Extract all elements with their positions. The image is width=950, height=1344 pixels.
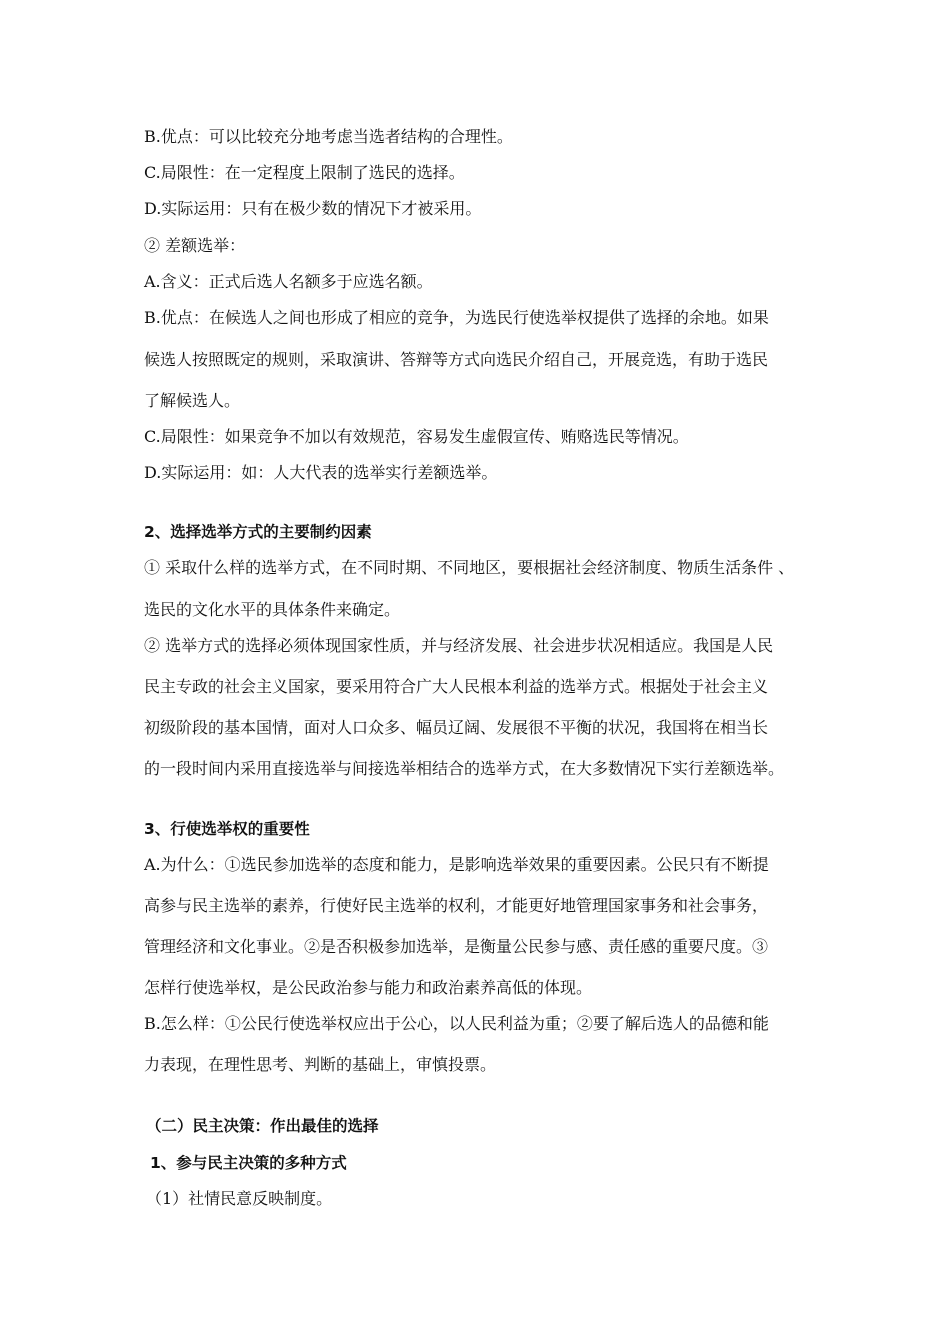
text-line: B.优点：在候选人之间也形成了相应的竞争，为选民行使选举权提供了选择的余地。如果 (144, 308, 769, 327)
text-line: 了解候选人。 (144, 391, 241, 410)
text-line: 力表现，在理性思考、判断的基础上，审慎投票。 (144, 1055, 497, 1074)
text-line: 的一段时间内采用直接选举与间接选举相结合的选举方式，在大多数情况下实行差额选举。 (144, 759, 785, 778)
section-heading: （二）民主决策：作出最佳的选择 (146, 1117, 379, 1135)
text-line: C.局限性：在一定程度上限制了选民的选择。 (144, 163, 465, 182)
subsection-heading: 1、参与民主决策的多种方式 (150, 1154, 347, 1172)
text-line: ① 采取什么样的选举方式，在不同时期、不同地区，要根据社会经济制度、物质生活条件 、 (144, 558, 795, 577)
text-line: （1）社情民意反映制度。 (146, 1189, 333, 1208)
section-heading: 3、行使选举权的重要性 (144, 820, 310, 838)
text-line: 高参与民主选举的素养，行使好民主选举的权利，才能更好地管理国家事务和社会事务， (144, 896, 769, 915)
text-line: B.优点：可以比较充分地考虑当选者结构的合理性。 (144, 127, 513, 146)
text-line: 怎样行使选举权，是公民政治参与能力和政治素养高低的体现。 (144, 978, 593, 997)
text-line: D.实际运用：如：人大代表的选举实行差额选举。 (144, 463, 498, 482)
text-line: 民主专政的社会主义国家，要采用符合广大人民根本利益的选举方式。根据处于社会主义 (144, 677, 769, 696)
text-line: C.局限性：如果竞争不加以有效规范，容易发生虚假宣传、贿赂选民等情况。 (144, 427, 689, 446)
text-line: 候选人按照既定的规则，采取演讲、答辩等方式向选民介绍自己，开展竞选，有助于选民 (144, 350, 769, 369)
text-line: ② 选举方式的选择必须体现国家性质，并与经济发展、社会进步状况相适应。我国是人民 (144, 636, 774, 655)
text-line: A.含义：正式后选人名额多于应选名额。 (144, 272, 433, 291)
text-line: A.为什么：①选民参加选举的态度和能力，是影响选举效果的重要因素。公民只有不断提 (144, 855, 769, 874)
text-line: 选民的文化水平的具体条件来确定。 (144, 600, 401, 619)
text-line: 初级阶段的基本国情，面对人口众多、幅员辽阔、发展很不平衡的状况，我国将在相当长 (144, 718, 769, 737)
text-line: B.怎么样：①公民行使选举权应出于公心，以人民利益为重；②要了解后选人的品德和能 (144, 1014, 769, 1033)
text-line: ② 差额选举： (144, 236, 246, 255)
section-heading: 2、选择选举方式的主要制约因素 (144, 523, 372, 541)
text-line: 管理经济和文化事业。②是否积极参加选举，是衡量公民参与感、责任感的重要尺度。③ (144, 937, 769, 956)
text-line: D.实际运用：只有在极少数的情况下才被采用。 (144, 199, 482, 218)
